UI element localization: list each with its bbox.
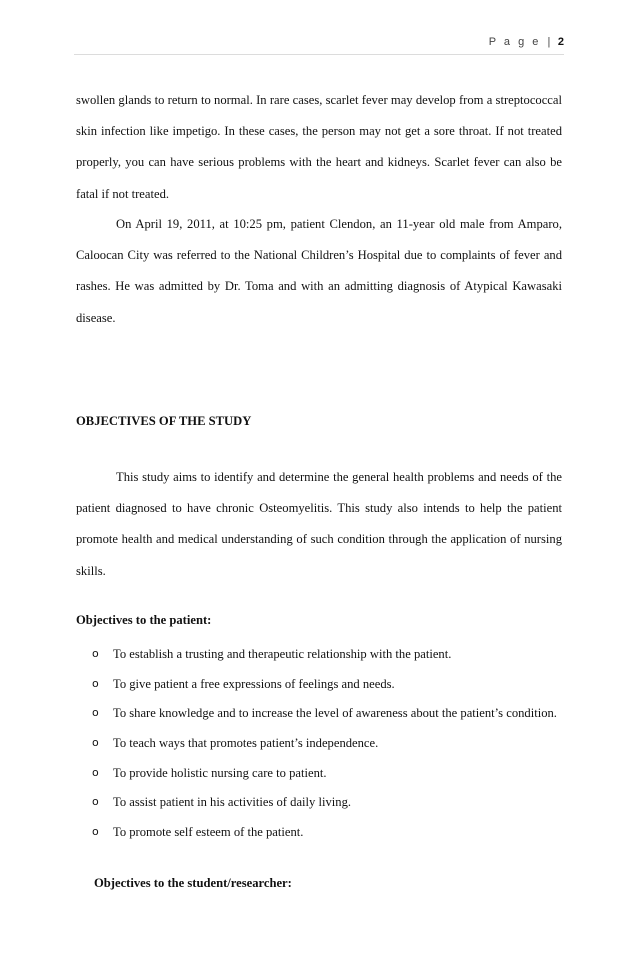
bullet-icon: o bbox=[92, 795, 99, 809]
list-item bbox=[92, 644, 557, 674]
bullet-icon: o bbox=[92, 765, 99, 779]
list-item bbox=[92, 792, 557, 822]
body-paragraph-1: swollen glands to return to normal. In rare cases, scarlet fever may develop from a streptococcal skin infection like impetigo. In these cases, the person may not get a sore throat. If not treated properly, you can have serious problems with the heart and kidneys. Scarlet fever can also be fatal if not treated. bbox=[76, 93, 562, 201]
bullet-icon: o bbox=[92, 736, 99, 750]
header-divider bbox=[74, 54, 564, 55]
bullet-icon: o bbox=[92, 676, 99, 690]
list-item-text: To give patient a free expressions of feelings and needs. bbox=[113, 676, 395, 691]
list-item-text: To assist patient in his activities of daily living. bbox=[113, 795, 352, 810]
patient-objectives-list bbox=[92, 644, 557, 852]
list-item bbox=[92, 763, 557, 793]
page-label: P a g e bbox=[488, 36, 541, 48]
bullet-icon: o bbox=[92, 825, 99, 839]
objectives-heading: OBJECTIVES OF THE STUDY bbox=[76, 414, 252, 428]
list-item-text: To establish a trusting and therapeutic relationship with the patient. bbox=[113, 647, 452, 661]
page-number-header bbox=[489, 36, 564, 48]
list-item-text: To provide holistic nursing care to patient. bbox=[113, 765, 327, 780]
body-paragraph-2: On April 19, 2011, at 10:25 pm, patient Clendon, an 11-year old male from Amparo, Caloocan City was referred to the National Children’s Hospital due to complaints of fever and rashes. He was admitted by Dr. Toma and with an admitting diagnosis of Atypical Kawasaki disease. bbox=[76, 217, 562, 325]
bullet-icon: o bbox=[92, 647, 99, 660]
list-item bbox=[92, 733, 557, 763]
page-separator: | bbox=[547, 36, 551, 48]
list-item-text: To share knowledge and to increase the level of awareness about the patient’s condition. bbox=[113, 706, 557, 721]
list-item bbox=[92, 822, 557, 852]
objectives-paragraph: This study aims to identify and determine the general health problems and needs of the patient diagnosed to have chronic Osteomyelitis. This study also intends to help the patient promote health and medical understanding of such condition through the application of nursing skills. bbox=[76, 470, 562, 578]
patient-objectives-heading: Objectives to the patient: bbox=[76, 613, 212, 627]
list-item bbox=[92, 703, 557, 733]
bullet-icon: o bbox=[92, 706, 99, 720]
list-item-text: To teach ways that promotes patient’s independence. bbox=[113, 736, 379, 751]
list-item bbox=[92, 674, 557, 704]
list-item-text: To promote self esteem of the patient. bbox=[113, 825, 304, 840]
student-objectives-heading: Objectives to the student/researcher: bbox=[94, 876, 292, 890]
page-number: 2 bbox=[557, 36, 564, 48]
